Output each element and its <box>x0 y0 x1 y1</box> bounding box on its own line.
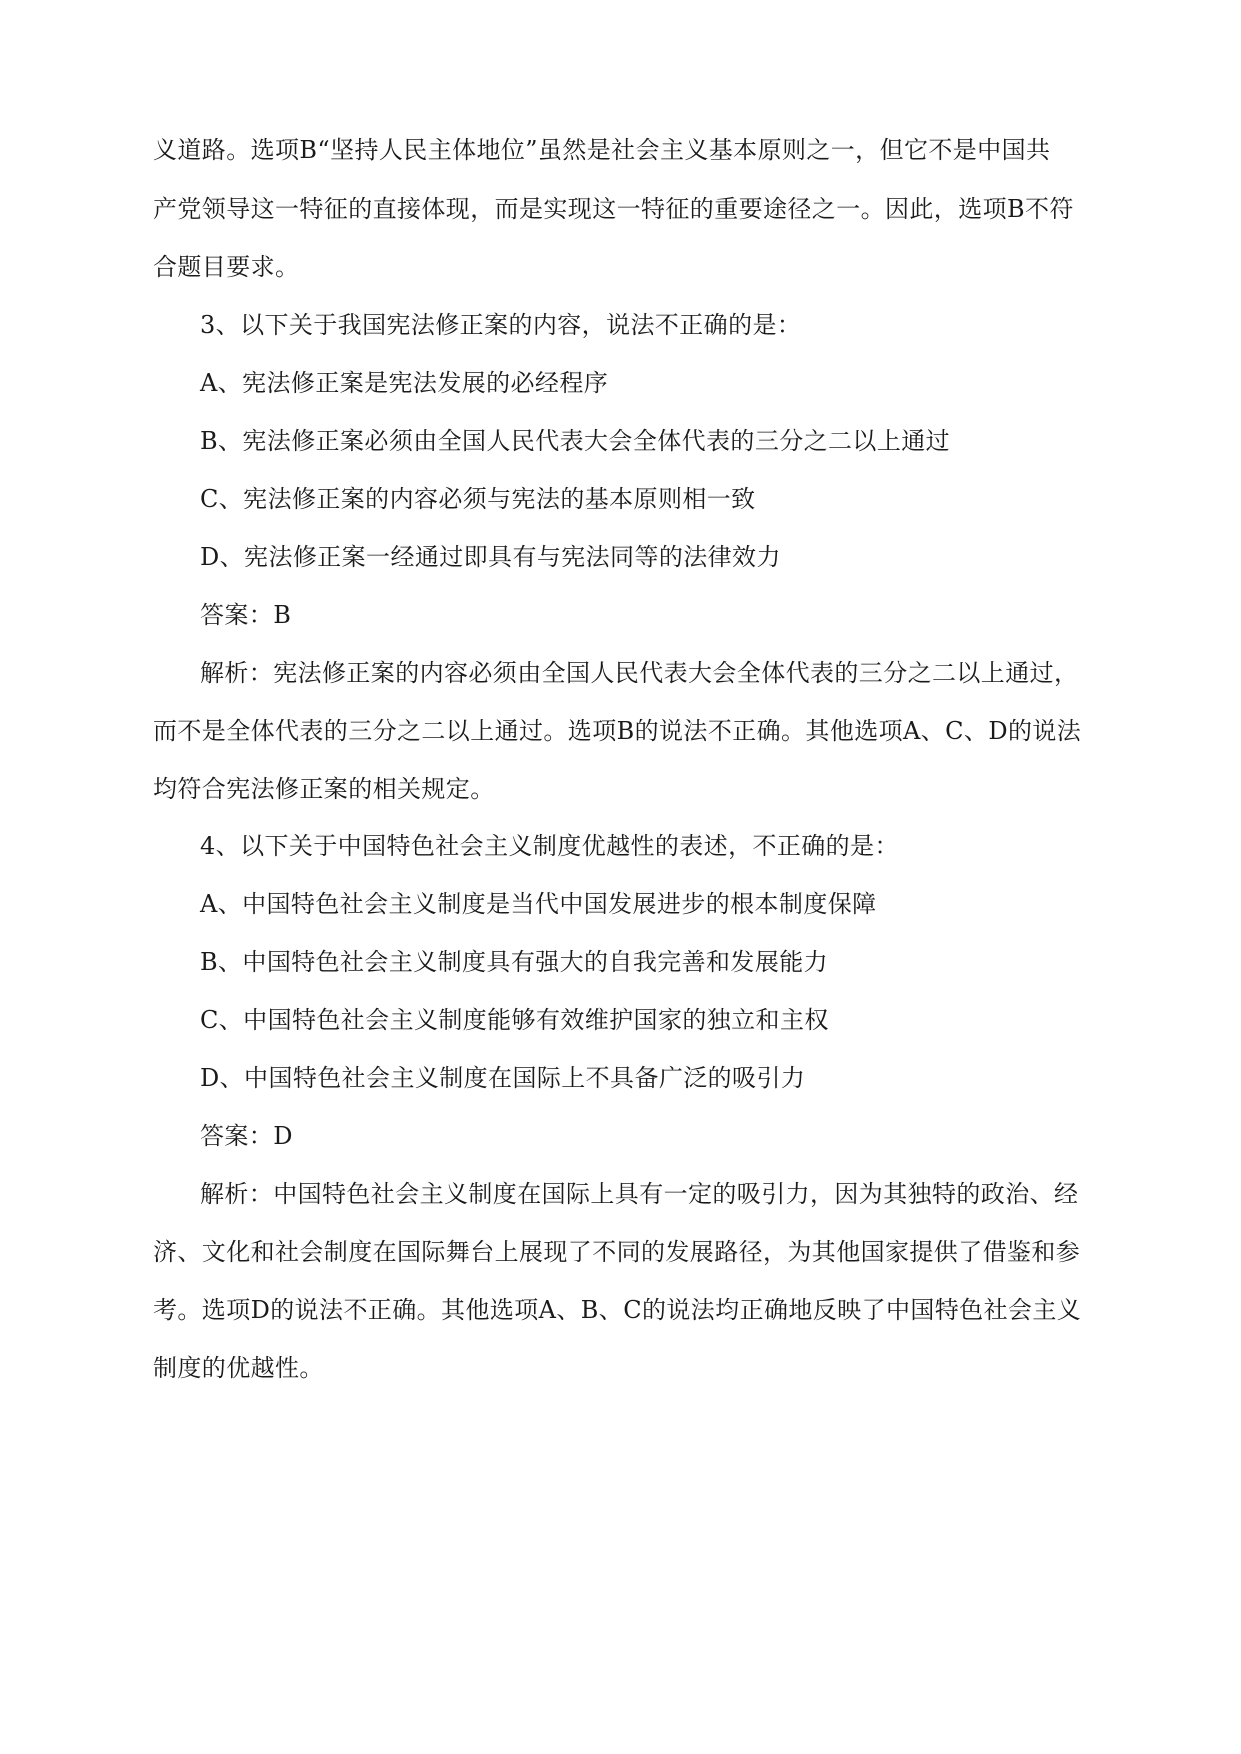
q4-option-b: B、中国特色社会主义制度具有强大的自我完善和发展能力 <box>200 948 829 976</box>
q2-explanation-line-1: 义道路。选项B“坚持人民主体地位”虽然是社会主义基本原则之一，但它不是中国共 <box>153 136 1051 164</box>
q3-option-c: C、宪法修正案的内容必须与宪法的基本原则相一致 <box>200 485 756 513</box>
q3-explanation-line-2: 而不是全体代表的三分之二以上通过。选项B的说法不正确。其他选项A、C、D的说法 <box>153 717 1082 745</box>
q3-answer: 答案：B <box>200 601 292 629</box>
q3-explanation-line-3: 均符合宪法修正案的相关规定。 <box>153 775 495 803</box>
q3-explanation-line-1: 解析：宪法修正案的内容必须由全国人民代表大会全体代表的三分之二以上通过， <box>200 659 1079 687</box>
q4-answer: 答案：D <box>200 1122 293 1150</box>
q2-explanation-line-3: 合题目要求。 <box>153 253 300 281</box>
q3-question: 3、以下关于我国宪法修正案的内容，说法不正确的是： <box>200 311 802 339</box>
q4-explanation-line-2: 济、文化和社会制度在国际舞台上展现了不同的发展路径，为其他国家提供了借鉴和参 <box>153 1238 1081 1266</box>
q4-explanation-line-1: 解析：中国特色社会主义制度在国际上具有一定的吸引力，因为其独特的政治、经 <box>200 1180 1079 1208</box>
q4-option-a: A、中国特色社会主义制度是当代中国发展进步的根本制度保障 <box>200 890 877 918</box>
q3-option-a: A、宪法修正案是宪法发展的必经程序 <box>200 369 609 397</box>
q3-option-d: D、宪法修正案一经通过即具有与宪法同等的法律效力 <box>200 543 781 571</box>
q4-option-c: C、中国特色社会主义制度能够有效维护国家的独立和主权 <box>200 1006 829 1034</box>
q3-option-b: B、宪法修正案必须由全国人民代表大会全体代表的三分之二以上通过 <box>200 427 951 455</box>
q4-explanation-line-4: 制度的优越性。 <box>153 1354 324 1382</box>
q4-question: 4、以下关于中国特色社会主义制度优越性的表述，不正确的是： <box>200 832 899 860</box>
q2-explanation-line-2: 产党领导这一特征的直接体现，而是实现这一特征的重要途径之一。因此，选项B不符 <box>153 195 1074 223</box>
q4-explanation-line-3: 考。选项D的说法不正确。其他选项A、B、C的说法均正确地反映了中国特色社会主义 <box>153 1296 1082 1324</box>
q4-option-d: D、中国特色社会主义制度在国际上不具备广泛的吸引力 <box>200 1064 806 1092</box>
